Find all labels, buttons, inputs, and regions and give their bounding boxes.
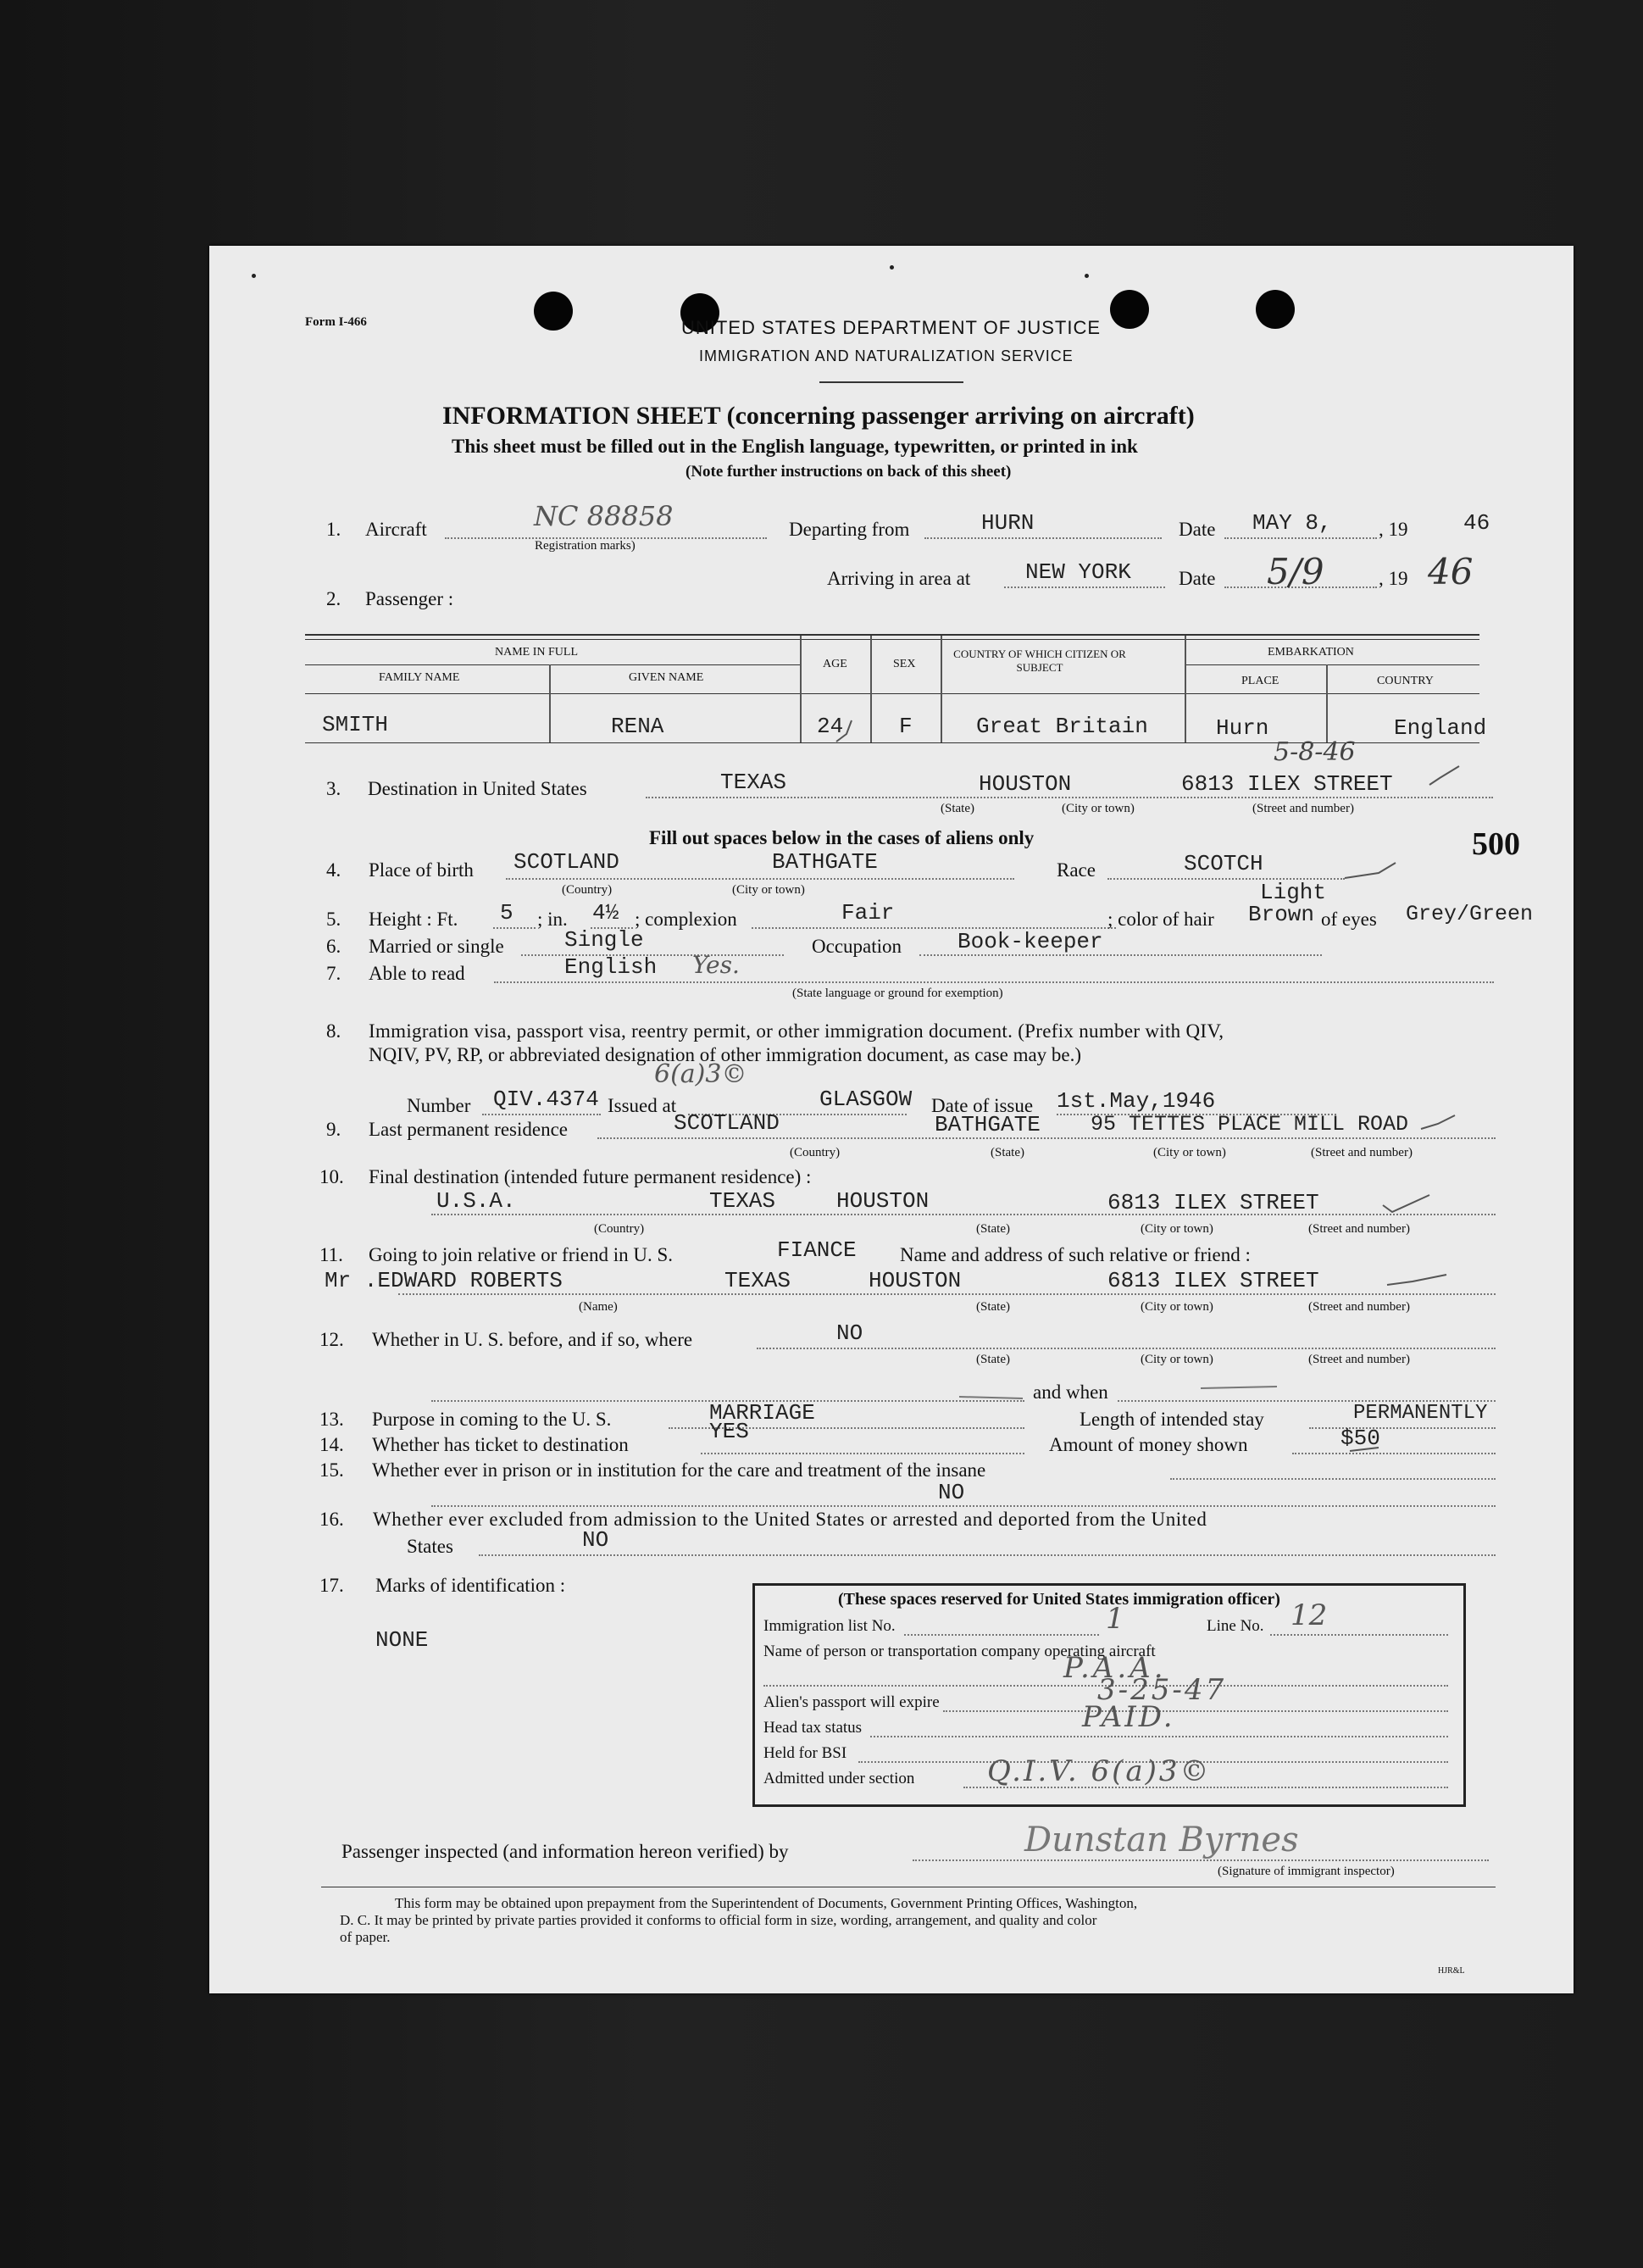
q1-registration: NC 88858: [534, 500, 674, 532]
q1-arr-date-label: Date: [1179, 568, 1216, 589]
q8-date-value: 1st.May,1946: [1057, 1088, 1216, 1114]
officer-company-value: P.A.A.: [1063, 1651, 1167, 1685]
q13-stay-label: Length of intended stay: [1080, 1409, 1264, 1430]
check-marks: [209, 246, 1574, 1993]
q1-departing-value: HURN: [981, 510, 1035, 536]
q10-caption-state: (State): [976, 1222, 1010, 1236]
passenger-sex: F: [899, 714, 913, 739]
q4-caption-country: (Country): [562, 883, 613, 897]
table-header-emb-country: COUNTRY: [1377, 675, 1434, 687]
q11-city: HOUSTON: [869, 1268, 962, 1293]
q3-number: 3.: [326, 778, 341, 799]
q5-number: 5.: [326, 909, 341, 930]
q14-label: Whether has ticket to destination: [372, 1434, 629, 1455]
q5-complexion: Fair: [841, 900, 895, 926]
inspection-caption: (Signature of immigrant inspector): [1218, 1865, 1395, 1878]
q1-date-label: Date: [1179, 519, 1216, 540]
q3-street: 6813 ILEX STREET: [1181, 771, 1393, 797]
q11-caption-street: (Street and number): [1308, 1300, 1410, 1314]
q11-street: 6813 ILEX STREET: [1107, 1268, 1319, 1293]
q9-country: SCOTLAND: [674, 1110, 780, 1136]
document-page: [209, 246, 1574, 1993]
q3-handwritten-date: 5-8-46: [1274, 737, 1356, 767]
passenger-emb-country: England: [1394, 715, 1487, 741]
q11-label: Going to join relative or friend in U. S.: [369, 1244, 673, 1265]
q16-label: Whether ever excluded from admission to the United States or arrested and deported from the United: [373, 1509, 1207, 1530]
table-header-given-name: GIVEN NAME: [629, 671, 704, 684]
footer-line3: of paper.: [340, 1929, 391, 1945]
q2-passenger-label: Passenger :: [365, 588, 454, 609]
q1-arr-year-prefix: , 19: [1379, 568, 1408, 589]
q9-caption-country: (Country): [790, 1146, 841, 1159]
table-header-age: AGE: [823, 658, 847, 670]
q9-caption-state: (State): [991, 1146, 1024, 1159]
q13-label: Purpose in coming to the U. S.: [372, 1409, 612, 1430]
officer-box-heading: (These spaces reserved for United States immigration officer): [838, 1590, 1280, 1609]
officer-list-label: Immigration list No.: [763, 1617, 896, 1635]
q8-line2: NQIV, PV, RP, or abbreviated designation of other immigration document, as case may be.): [369, 1044, 1082, 1065]
q3-state: TEXAS: [720, 770, 787, 795]
check-mark: [1421, 1115, 1455, 1129]
q8-date-label: Date of issue: [931, 1095, 1034, 1116]
q1-year-value: 46: [1463, 510, 1490, 536]
passenger-emb-place: Hurn: [1216, 715, 1269, 741]
q9-caption-city: (City or town): [1153, 1146, 1226, 1159]
q15-label: Whether ever in prison or in institution for the care and treatment of the insane: [372, 1459, 986, 1481]
q14-money-label: Amount of money shown: [1049, 1434, 1248, 1455]
q1-arriving-value: NEW YORK: [1025, 559, 1131, 585]
q8-number-value: QIV.4374: [493, 1087, 599, 1112]
passenger-given-name: RENA: [611, 714, 664, 739]
q17-label: Marks of identification :: [375, 1575, 566, 1596]
q14-ticket: YES: [709, 1419, 749, 1444]
q12-and-when: and when: [1033, 1381, 1108, 1403]
q11-relation: FIANCE: [777, 1237, 857, 1263]
q1-arriving-label: Arriving in area at: [827, 568, 971, 589]
form-number: Form I-466: [305, 315, 367, 329]
q1-departing-label: Departing from: [789, 519, 910, 540]
q8-issued-value: GLASGOW: [819, 1087, 913, 1112]
q4-label: Place of birth: [369, 859, 474, 881]
q10-city: HOUSTON: [836, 1188, 930, 1214]
printer-mark: HJR&L: [1438, 1966, 1465, 1976]
q4-country: SCOTLAND: [513, 849, 619, 875]
q17-number: 17.: [319, 1575, 344, 1596]
q9-state: BATHGATE: [935, 1112, 1041, 1137]
check-mark: [1201, 1387, 1277, 1388]
officer-section-value: Q.I.V. 6(a)3©: [987, 1754, 1212, 1788]
q10-caption-country: (Country): [594, 1222, 645, 1236]
officer-section-label: Admitted under section: [763, 1770, 915, 1787]
q6-marital: Single: [564, 927, 644, 953]
check-mark: [836, 720, 852, 742]
inspection-label: Passenger inspected (and information hereon verified) by: [341, 1841, 789, 1862]
q14-number: 14.: [319, 1434, 344, 1455]
table-header-country: COUNTRY OF WHICH CITIZEN OR SUBJECT: [953, 648, 1126, 674]
q1-arr-year-value: 46: [1428, 551, 1474, 592]
q11-name: Mr .EDWARD ROBERTS: [325, 1268, 563, 1293]
q16-number: 16.: [319, 1509, 344, 1530]
passenger-family-name: SMITH: [322, 712, 389, 737]
q4-race-label: Race: [1057, 859, 1096, 881]
q16-value: NO: [582, 1527, 609, 1553]
q3-caption-state: (State): [941, 802, 974, 815]
page-subtitle: This sheet must be filled out in the English language, typewritten, or printed in ink: [452, 436, 1138, 457]
q9-caption-street: (Street and number): [1311, 1146, 1413, 1159]
q11-caption-city: (City or town): [1141, 1300, 1213, 1314]
q9-label: Last permanent residence: [369, 1119, 568, 1140]
q17-value: NONE: [375, 1627, 429, 1653]
footer-line1: This form may be obtained upon prepayment from the Superintendent of Documents, Government Printing Offices, Washington,: [395, 1895, 1138, 1911]
passenger-age: 24: [817, 714, 844, 739]
page-title: INFORMATION SHEET (concerning passenger arriving on aircraft): [442, 402, 1195, 430]
q3-label: Destination in United States: [368, 778, 587, 799]
q5-complexion-label: ; complexion: [635, 909, 737, 930]
officer-list-value: 1: [1106, 1602, 1124, 1636]
table-header-place: PLACE: [1241, 675, 1279, 687]
q1-date-value: MAY 8,: [1252, 510, 1332, 536]
q13-stay: PERMANENTLY: [1353, 1402, 1488, 1425]
check-mark: [1350, 1448, 1379, 1451]
q5-hair-label: ; color of hair: [1107, 909, 1214, 930]
q15-value: NO: [938, 1480, 965, 1505]
q3-caption-city: (City or town): [1062, 802, 1135, 815]
officer-passport-value: 3-25-47: [1097, 1673, 1227, 1707]
q10-street: 6813 ILEX STREET: [1107, 1190, 1319, 1215]
table-header-name-in-full: NAME IN FULL: [495, 646, 578, 659]
q8-number: 8.: [326, 1020, 341, 1042]
q6-number: 6.: [326, 936, 341, 957]
q1-number: 1.: [326, 519, 341, 540]
q7-label: Able to read: [369, 963, 465, 984]
q3-caption-street: (Street and number): [1252, 802, 1354, 815]
q11-caption-name: (Name): [579, 1300, 618, 1314]
q9-street: 95 TETTES PLACE MILL ROAD: [1091, 1112, 1409, 1137]
q12-caption-street: (Street and number): [1308, 1353, 1410, 1366]
q4-race: SCOTCH: [1184, 851, 1263, 876]
q11-state: TEXAS: [724, 1268, 791, 1293]
q16-label2: States: [407, 1536, 453, 1557]
q3-city: HOUSTON: [979, 771, 1072, 797]
q1-arr-date-value: 5/9: [1267, 551, 1324, 592]
q12-value: NO: [836, 1320, 863, 1346]
officer-bsi-label: Held for BSI: [763, 1744, 847, 1762]
q11-caption-state: (State): [976, 1300, 1010, 1314]
table-header-family-name: FAMILY NAME: [379, 671, 460, 684]
check-mark: [1387, 1275, 1446, 1285]
q6-occupation-label: Occupation: [812, 936, 902, 957]
check-mark: [1345, 863, 1396, 878]
stamp-number: 500: [1472, 826, 1520, 862]
q5-feet: 5: [500, 900, 513, 926]
q14-money: $50: [1340, 1426, 1380, 1451]
q6-label: Married or single: [369, 936, 504, 957]
q12-label: Whether in U. S. before, and if so, where: [372, 1329, 693, 1350]
q1-year-prefix: , 19: [1379, 519, 1408, 540]
footer-line2: D. C. It may be printed by private parties provided it conforms to official form in size, wording, arrangement, and quality and color: [340, 1912, 1097, 1928]
passenger-citizen: Great Britain: [976, 714, 1148, 739]
officer-passport-label: Alien's passport will expire: [763, 1693, 940, 1711]
q10-caption-city: (City or town): [1141, 1222, 1213, 1236]
table-header-embarkation: EMBARKATION: [1268, 646, 1354, 659]
q7-caption: (State language or ground for exemption): [792, 987, 1003, 1000]
q4-caption-city: (City or town): [732, 883, 805, 897]
q9-number: 9.: [326, 1119, 341, 1140]
check-mark: [1429, 766, 1459, 785]
officer-line-label: Line No.: [1207, 1617, 1264, 1635]
q4-number: 4.: [326, 859, 341, 881]
q10-number: 10.: [319, 1166, 344, 1187]
officer-tax-value: PAID.: [1082, 1700, 1175, 1734]
q5-inches: 4½: [592, 900, 619, 926]
q13-purpose: MARRIAGE: [709, 1400, 815, 1426]
q11-number: 11.: [319, 1244, 343, 1265]
check-mark: [959, 1397, 1023, 1398]
q1-registration-caption: Registration marks): [535, 539, 636, 553]
q7-language: English: [564, 954, 658, 980]
q11-label2: Name and address of such relative or friend :: [900, 1244, 1251, 1265]
q8-issued-label: Issued at: [608, 1095, 677, 1116]
q12-caption-city: (City or town): [1141, 1353, 1213, 1366]
q5-label: Height : Ft.: [369, 909, 458, 930]
q5-in-label: ; in.: [537, 909, 568, 930]
q8-number-label: Number: [407, 1095, 471, 1116]
q8-line1: Immigration visa, passport visa, reentry permit, or other immigration document. (Prefix number with QIV,: [369, 1020, 1224, 1042]
officer-tax-label: Head tax status: [763, 1719, 863, 1737]
q2-number: 2.: [326, 588, 341, 609]
aliens-only-heading: Fill out spaces below in the cases of aliens only: [649, 827, 1035, 848]
q5-eyes: Grey/Green: [1406, 902, 1534, 926]
q10-state: TEXAS: [709, 1188, 776, 1214]
q5-hair: Brown: [1248, 902, 1315, 927]
check-mark: [1383, 1195, 1429, 1212]
inspector-signature[interactable]: Dunstan Byrnes: [1024, 1821, 1299, 1859]
q6-occupation: Book-keeper: [957, 929, 1103, 954]
officer-line-value: 12: [1291, 1598, 1328, 1632]
table-header-sex: SEX: [893, 658, 916, 670]
q10-label: Final destination (intended future permanent residence) :: [369, 1166, 812, 1187]
service-heading: IMMIGRATION AND NATURALIZATION SERVICE: [699, 347, 1074, 364]
page-note: (Note further instructions on back of this sheet): [686, 463, 1012, 481]
officer-company-label: Name of person or transportation company operating aircraft: [763, 1643, 1156, 1660]
q1-aircraft-label: Aircraft: [365, 519, 427, 540]
q4-city: BATHGATE: [772, 849, 878, 875]
department-heading: UNITED STATES DEPARTMENT OF JUSTICE: [681, 317, 1102, 338]
q10-caption-street: (Street and number): [1308, 1222, 1410, 1236]
q5-eyes-label: of eyes: [1321, 909, 1377, 930]
q12-caption-state: (State): [976, 1353, 1010, 1366]
q13-number: 13.: [319, 1409, 344, 1430]
q8-handwritten: 6(a)3©: [654, 1059, 747, 1089]
q10-country: U.S.A.: [436, 1188, 516, 1214]
q5-hair-light: Light: [1260, 880, 1327, 905]
q7-number: 7.: [326, 963, 341, 984]
q12-number: 12.: [319, 1329, 344, 1350]
q15-number: 15.: [319, 1459, 344, 1481]
q7-handwritten: Yes.: [692, 951, 740, 979]
